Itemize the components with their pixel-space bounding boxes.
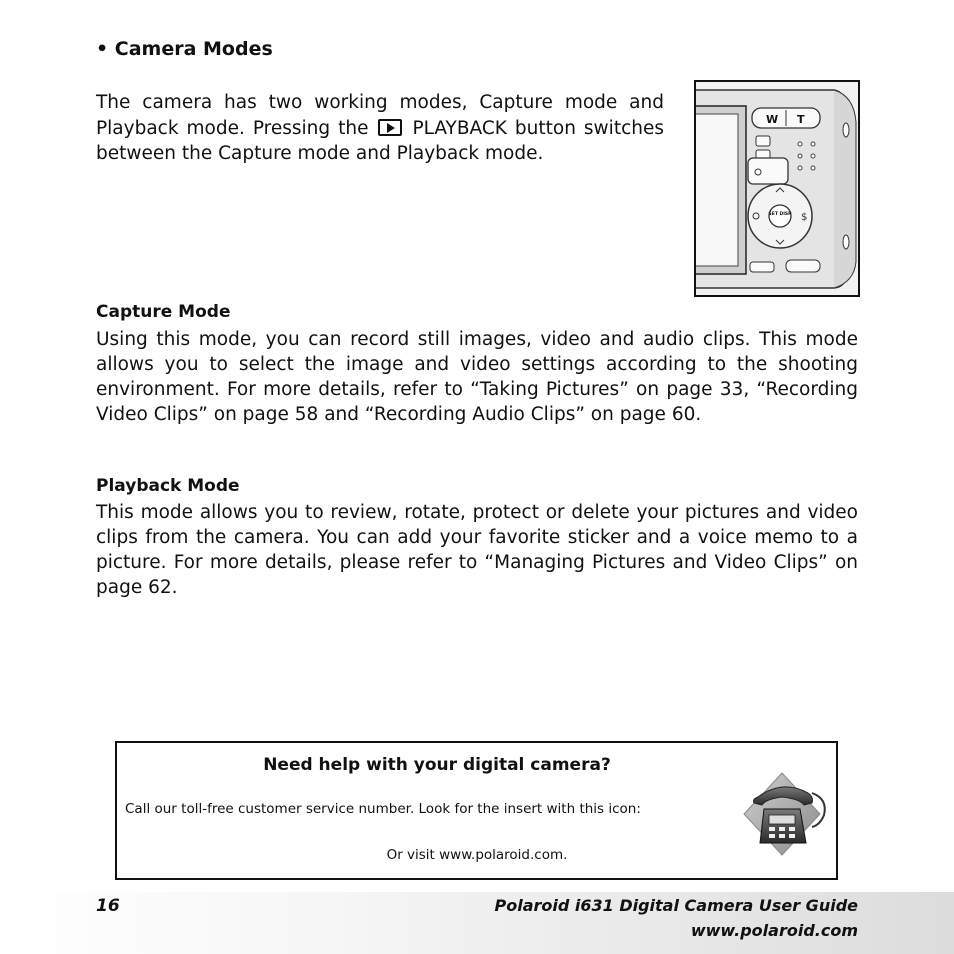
- section-heading: • Camera Modes: [96, 38, 273, 60]
- telephone-icon: [742, 771, 834, 857]
- set-disp-label: SET DISP: [768, 212, 792, 217]
- capture-mode-body: Using this mode, you can record still images, video and audio clips. This mode allows you to select the image and video settings according to the shooting environment. For more details, refer to “Taking Pictures” on page 33, “Recording Video Clips” on page 58 and “Recording Audio Clips” on page 60.: [96, 329, 858, 425]
- help-visit-text: Or visit www.polaroid.com.: [386, 847, 568, 863]
- zoom-w-label: W: [766, 113, 779, 126]
- help-box: [115, 741, 838, 880]
- help-call-text: Call our toll-free customer service number. Look for the insert with this icon:: [125, 801, 641, 817]
- svg-text:$: $: [801, 212, 808, 223]
- capture-mode-title: Capture Mode: [96, 302, 231, 322]
- intro-text-part2: PLAYBACK button switches between the Capture mode and Playback mode.: [96, 117, 664, 164]
- playback-icon: [378, 119, 402, 136]
- zoom-t-label: T: [797, 113, 805, 126]
- guide-url[interactable]: www.polaroid.com: [690, 921, 858, 940]
- camera-back-drawing: [696, 82, 858, 295]
- camera-back-illustration: [694, 80, 860, 297]
- help-title: Need help with your digital camera?: [263, 755, 611, 775]
- intro-paragraph: [96, 90, 664, 167]
- guide-title: Polaroid i631 Digital Camera User Guide: [494, 896, 858, 915]
- playback-mode-title: Playback Mode: [96, 476, 240, 496]
- playback-mode-body: This mode allows you to review, rotate, protect or delete your pictures and video clips from the camera. You can add your favorite sticker and a voice memo to a picture. For more details, please refer to “Managing Pictures and Video Clips” on page 62.: [96, 502, 858, 598]
- page-number: 16: [96, 896, 120, 916]
- intro-text-part1: The camera has two working modes, Capture mode and Playback mode. Pressing the: [96, 92, 664, 139]
